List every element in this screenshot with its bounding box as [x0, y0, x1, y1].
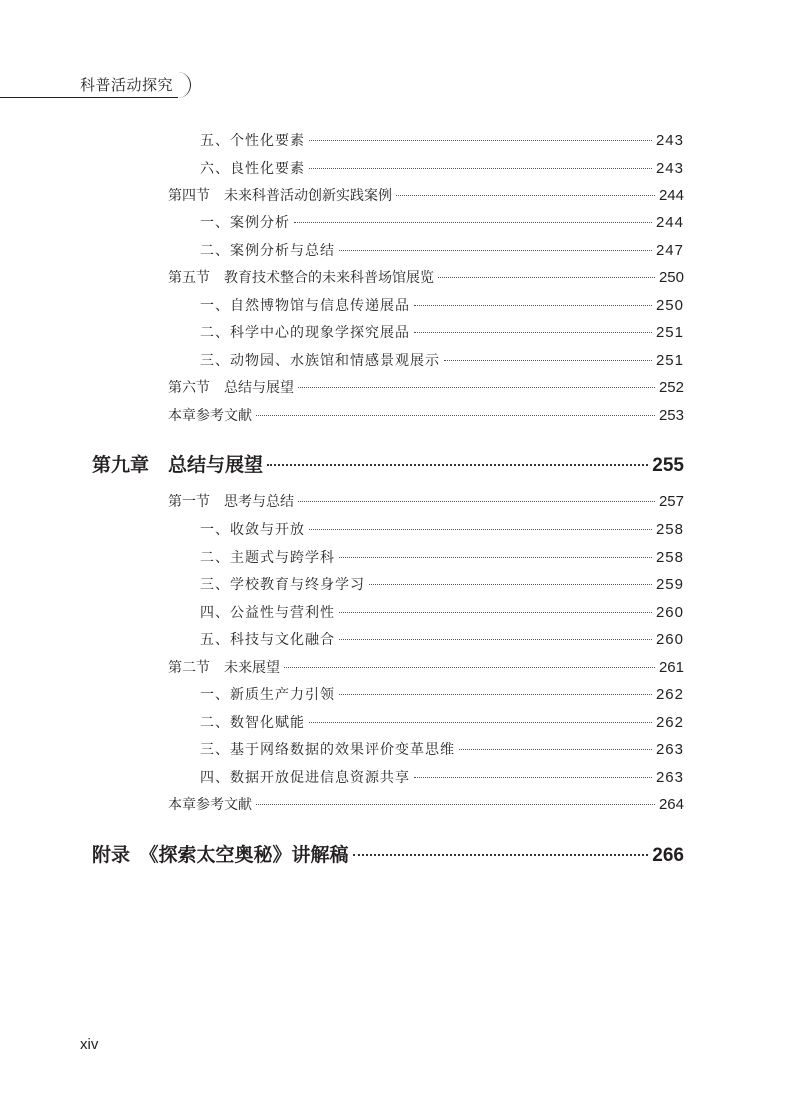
dot-leader	[309, 168, 652, 169]
toc-entry[interactable]	[200, 297, 684, 315]
toc-entry-page: 253	[658, 407, 684, 424]
toc-entry[interactable]	[200, 686, 684, 704]
toc-entry-page: 260	[655, 604, 684, 621]
dot-leader	[339, 250, 652, 251]
dot-leader	[353, 854, 649, 856]
dot-leader	[256, 415, 655, 416]
toc-entry[interactable]	[200, 521, 684, 539]
toc-entry-page: 257	[658, 493, 684, 510]
toc-entry-label: 五、科技与文化融合	[200, 632, 335, 648]
dot-leader	[309, 529, 652, 530]
toc-entry-page: 251	[655, 324, 684, 341]
toc-entry[interactable]	[168, 269, 684, 287]
dot-leader	[339, 639, 652, 640]
dot-leader	[444, 360, 652, 361]
toc-entry-page: 260	[655, 631, 684, 648]
toc-entry[interactable]	[200, 242, 684, 260]
toc-entry-label: 本章参考文献	[168, 408, 252, 424]
toc-entry-label: 第四节 未来科普活动创新实践案例	[168, 188, 392, 204]
toc-entry-page: 263	[655, 769, 684, 786]
dot-leader	[256, 804, 655, 805]
toc-entry[interactable]	[168, 187, 684, 205]
dot-leader	[298, 501, 655, 502]
dot-leader	[339, 557, 652, 558]
toc-entry[interactable]	[200, 160, 684, 178]
toc-entry-page: 247	[655, 242, 684, 259]
toc-entry[interactable]	[200, 324, 684, 342]
toc-entry-page: 266	[652, 845, 684, 866]
toc-entry[interactable]	[200, 741, 684, 759]
toc-entry-page: 263	[655, 741, 684, 758]
dot-leader	[309, 722, 652, 723]
dot-leader	[309, 140, 652, 141]
toc-entry[interactable]	[200, 576, 684, 594]
toc-entry[interactable]	[168, 796, 684, 814]
toc-entry-page: 243	[655, 132, 684, 149]
dot-leader	[339, 612, 652, 613]
toc-appendix-entry[interactable]	[92, 843, 684, 868]
dot-leader	[414, 777, 652, 778]
toc-entry-page: 244	[655, 214, 684, 231]
toc-entry-label: 第九章 总结与展望	[92, 454, 264, 476]
toc-entry-label: 本章参考文献	[168, 797, 252, 813]
toc-entry-page: 262	[655, 714, 684, 731]
toc-entry-label: 五、个性化要素	[200, 133, 305, 149]
toc-entry-page: 243	[655, 160, 684, 177]
toc-entry-page: 250	[658, 269, 684, 286]
dot-leader	[267, 464, 648, 466]
toc-entry-page: 250	[655, 297, 684, 314]
toc-entry-label: 第六节 总结与展望	[168, 380, 294, 396]
toc-entry[interactable]	[200, 132, 684, 150]
toc-entry[interactable]	[200, 549, 684, 567]
toc-entry-label: 附录 《探索太空奥秘》讲解稿	[92, 844, 349, 866]
toc-entry-page: 258	[655, 521, 684, 538]
dot-leader	[339, 694, 652, 695]
toc-entry-page: 264	[658, 796, 684, 813]
toc-entry-page: 255	[652, 455, 684, 476]
header-rule	[0, 97, 178, 98]
toc-entry[interactable]	[200, 352, 684, 370]
toc-entry-label: 二、数智化赋能	[200, 715, 305, 731]
toc-entry[interactable]	[200, 769, 684, 787]
dot-leader	[438, 277, 655, 278]
toc-entry-label: 三、基于网络数据的效果评价变革思维	[200, 742, 455, 758]
toc-entry[interactable]	[200, 214, 684, 232]
toc-entry-label: 第一节 思考与总结	[168, 494, 294, 510]
toc-entry-label: 四、数据开放促进信息资源共享	[200, 770, 410, 786]
toc-entry[interactable]	[200, 631, 684, 649]
toc-entry-page: 244	[658, 187, 684, 204]
toc-chapter-entry[interactable]	[92, 453, 684, 478]
toc-entry[interactable]	[200, 604, 684, 622]
page-folio: xiv	[80, 1036, 99, 1053]
running-header-title: 科普活动探究	[80, 76, 174, 94]
toc-entry[interactable]	[200, 714, 684, 732]
dot-leader	[414, 305, 652, 306]
toc-entry-page: 262	[655, 686, 684, 703]
toc-entry-label: 一、案例分析	[200, 215, 290, 231]
dot-leader	[414, 332, 652, 333]
dot-leader	[294, 222, 652, 223]
toc-entry-page: 251	[655, 352, 684, 369]
dot-leader	[298, 387, 655, 388]
toc-entry-label: 六、良性化要素	[200, 161, 305, 177]
dot-leader	[284, 667, 655, 668]
toc-entry[interactable]	[168, 407, 684, 425]
toc-entry-label: 一、新质生产力引领	[200, 687, 335, 703]
toc-entry-label: 二、案例分析与总结	[200, 243, 335, 259]
toc-entry-label: 一、自然博物馆与信息传递展品	[200, 298, 410, 314]
toc-entry-page: 259	[655, 576, 684, 593]
toc-entry-label: 一、收敛与开放	[200, 522, 305, 538]
toc-entry-label: 三、学校教育与终身学习	[200, 577, 365, 593]
toc-entry-label: 二、科学中心的现象学探究展品	[200, 325, 410, 341]
toc-entry-page: 261	[658, 659, 684, 676]
toc-entry-page: 252	[658, 379, 684, 396]
toc-entry[interactable]	[168, 659, 684, 677]
toc-entry-label: 二、主题式与跨学科	[200, 550, 335, 566]
dot-leader	[369, 584, 652, 585]
toc-entry[interactable]	[168, 379, 684, 397]
dot-leader	[459, 749, 652, 750]
header-rule-curve	[166, 72, 191, 98]
toc-entry-label: 第五节 教育技术整合的未来科普场馆展览	[168, 270, 434, 286]
toc-entry[interactable]	[168, 493, 684, 511]
toc-entry-label: 四、公益性与营利性	[200, 605, 335, 621]
toc-entry-label: 第二节 未来展望	[168, 660, 280, 676]
toc-entry-page: 258	[655, 549, 684, 566]
toc-entry-label: 三、动物园、水族馆和情感景观展示	[200, 353, 440, 369]
dot-leader	[396, 195, 655, 196]
